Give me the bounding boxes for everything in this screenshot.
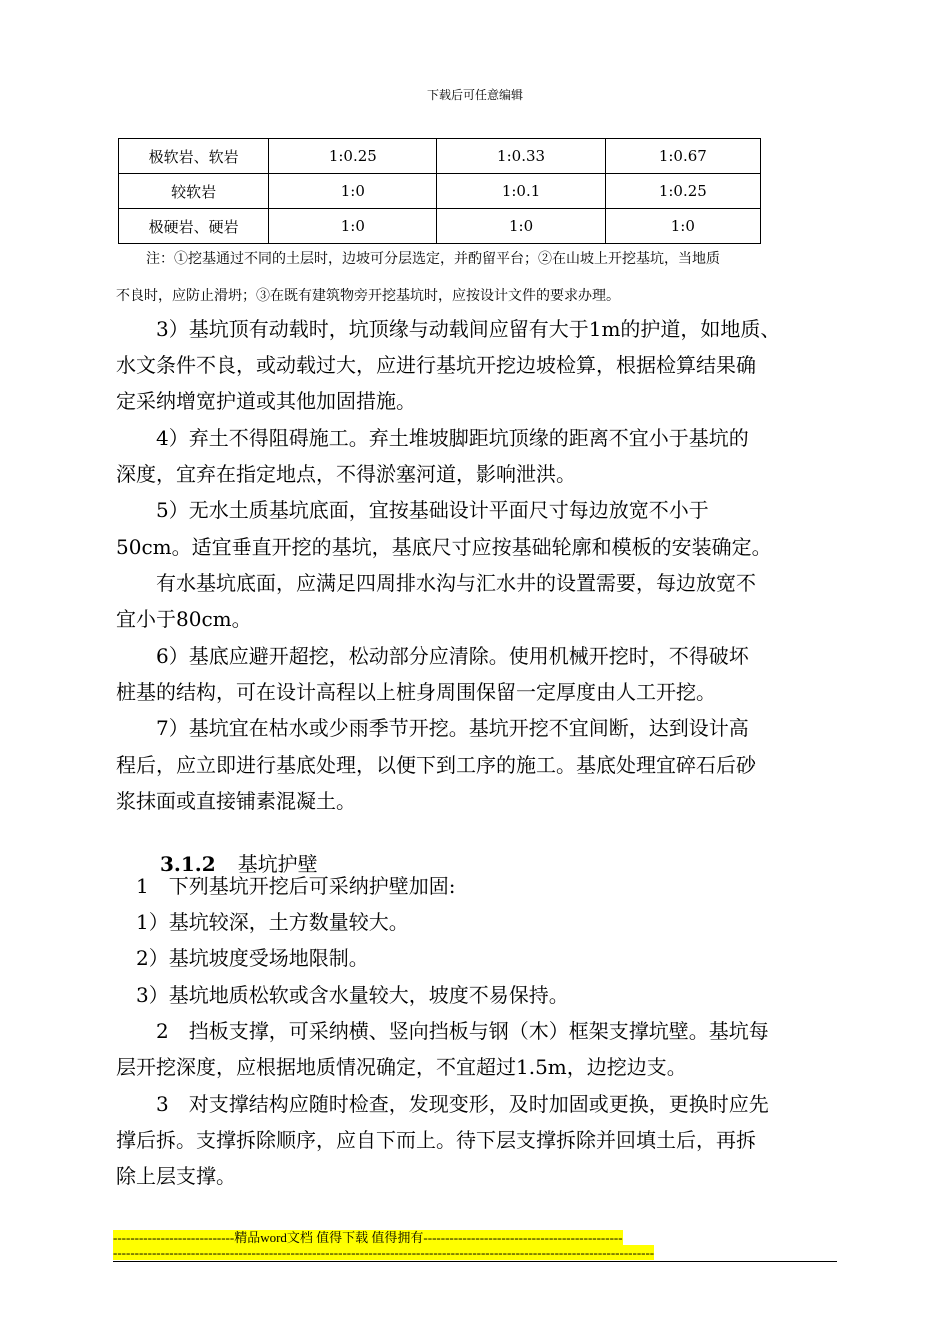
list-line: 除上层支撑。: [116, 1164, 236, 1188]
table-cell: 1:0: [269, 174, 437, 209]
page-header: 下载后可任意编辑: [426, 88, 523, 102]
slope-ratio-table: [118, 138, 761, 244]
body-line: 深度，宜弃在指定地点，不得淤塞河道，影响泄洪。: [116, 462, 576, 486]
list-line: 3）基坑地质松软或含水量较大，坡度不易保持。: [116, 983, 569, 1007]
table-row: [119, 209, 761, 244]
table-cell: 极硬岩、硬岩: [119, 209, 269, 244]
table-note-line: 不良时，应防止滑坍；③在既有建筑物旁开挖基坑时，应按设计文件的要求办理。: [116, 288, 620, 304]
table-cell: 较软岩: [119, 174, 269, 209]
body-line: 50cm。适宜垂直开挖的基坑，基底尺寸应按基础轮廓和模板的安装确定。: [116, 535, 772, 559]
body-line: 程后，应立即进行基底处理，以便下到工序的施工。基底处理宜碎石后砂: [116, 753, 756, 777]
footer-rule: [113, 1261, 837, 1262]
body-line: 7）基坑宜在枯水或少雨季节开挖。基坑开挖不宜间断，达到设计高: [116, 716, 749, 740]
footer-dash-line: -----------------------------------------------------------------------------------------------------------------------------: [113, 1245, 655, 1260]
list-line: 2）基坑坡度受场地限制。: [116, 946, 369, 970]
body-line: 5）无水土质基坑底面，宜按基础设计平面尺寸每边放宽不小于: [116, 498, 709, 522]
body-line: 3）基坑顶有动载时，坑顶缘与动载间应留有大于1m的护道，如地质、: [116, 317, 781, 341]
table-cell: 1:0.67: [605, 139, 760, 174]
section-title: 基坑护壁: [237, 852, 318, 876]
table-cell: 1:0: [605, 209, 760, 244]
body-line: 桩基的结构，可在设计高程以上桩身周围保留一定厚度由人工开挖。: [116, 680, 716, 704]
table-row: [119, 174, 761, 209]
table-cell: 1:0.25: [605, 174, 760, 209]
body-line: 定采纳增宽护道或其他加固措施。: [116, 389, 416, 413]
table-cell: 1:0.33: [437, 139, 605, 174]
body-line: 水文条件不良，或动载过大，应进行基坑开挖边坡检算，根据检算结果确: [116, 353, 756, 377]
list-line: 3 对支撑结构应随时检查，发现变形，及时加固或更换，更换时应先: [116, 1092, 769, 1116]
table-row: [119, 139, 761, 174]
footer-banner: ----------------------------精品word文档 值得下载 值得拥有----------------------------------------------: [113, 1230, 623, 1245]
table-cell: 极软岩、软岩: [119, 139, 269, 174]
list-line: 1 下列基坑开挖后可采纳护壁加固:: [116, 874, 456, 898]
list-line: 撑后拆。支撑拆除顺序，应自下而上。待下层支撑拆除并回填土后，再拆: [116, 1128, 756, 1152]
body-line: 有水基坑底面，应满足四周排水沟与汇水井的设置需要，每边放宽不: [116, 571, 756, 595]
list-line: 1）基坑较深，土方数量较大。: [116, 910, 409, 934]
table-cell: 1:0.25: [269, 139, 437, 174]
table-cell: 1:0.1: [437, 174, 605, 209]
body-line: 6）基底应避开超挖，松动部分应清除。使用机械开挖时，不得破坏: [116, 644, 749, 668]
body-line: 4）弃土不得阻碍施工。弃土堆坡脚距坑顶缘的距离不宜小于基坑的: [116, 426, 749, 450]
table-cell: 1:0: [437, 209, 605, 244]
list-line: 层开挖深度，应根据地质情况确定，不宜超过1.5m，边挖边支。: [116, 1055, 687, 1079]
body-line: 浆抹面或直接铺素混凝土。: [116, 789, 356, 813]
table-note-line: 注：①挖基通过不同的土层时，边坡可分层选定，并酌留平台；②在山坡上开挖基坑，当地质: [146, 251, 720, 267]
list-line: 2 挡板支撑，可采纳横、竖向挡板与钢（木）框架支撑坑壁。基坑每: [116, 1019, 769, 1043]
section-number: 3.1.2: [160, 852, 216, 876]
table-cell: 1:0: [269, 209, 437, 244]
body-line: 宜小于80cm。: [116, 607, 252, 631]
